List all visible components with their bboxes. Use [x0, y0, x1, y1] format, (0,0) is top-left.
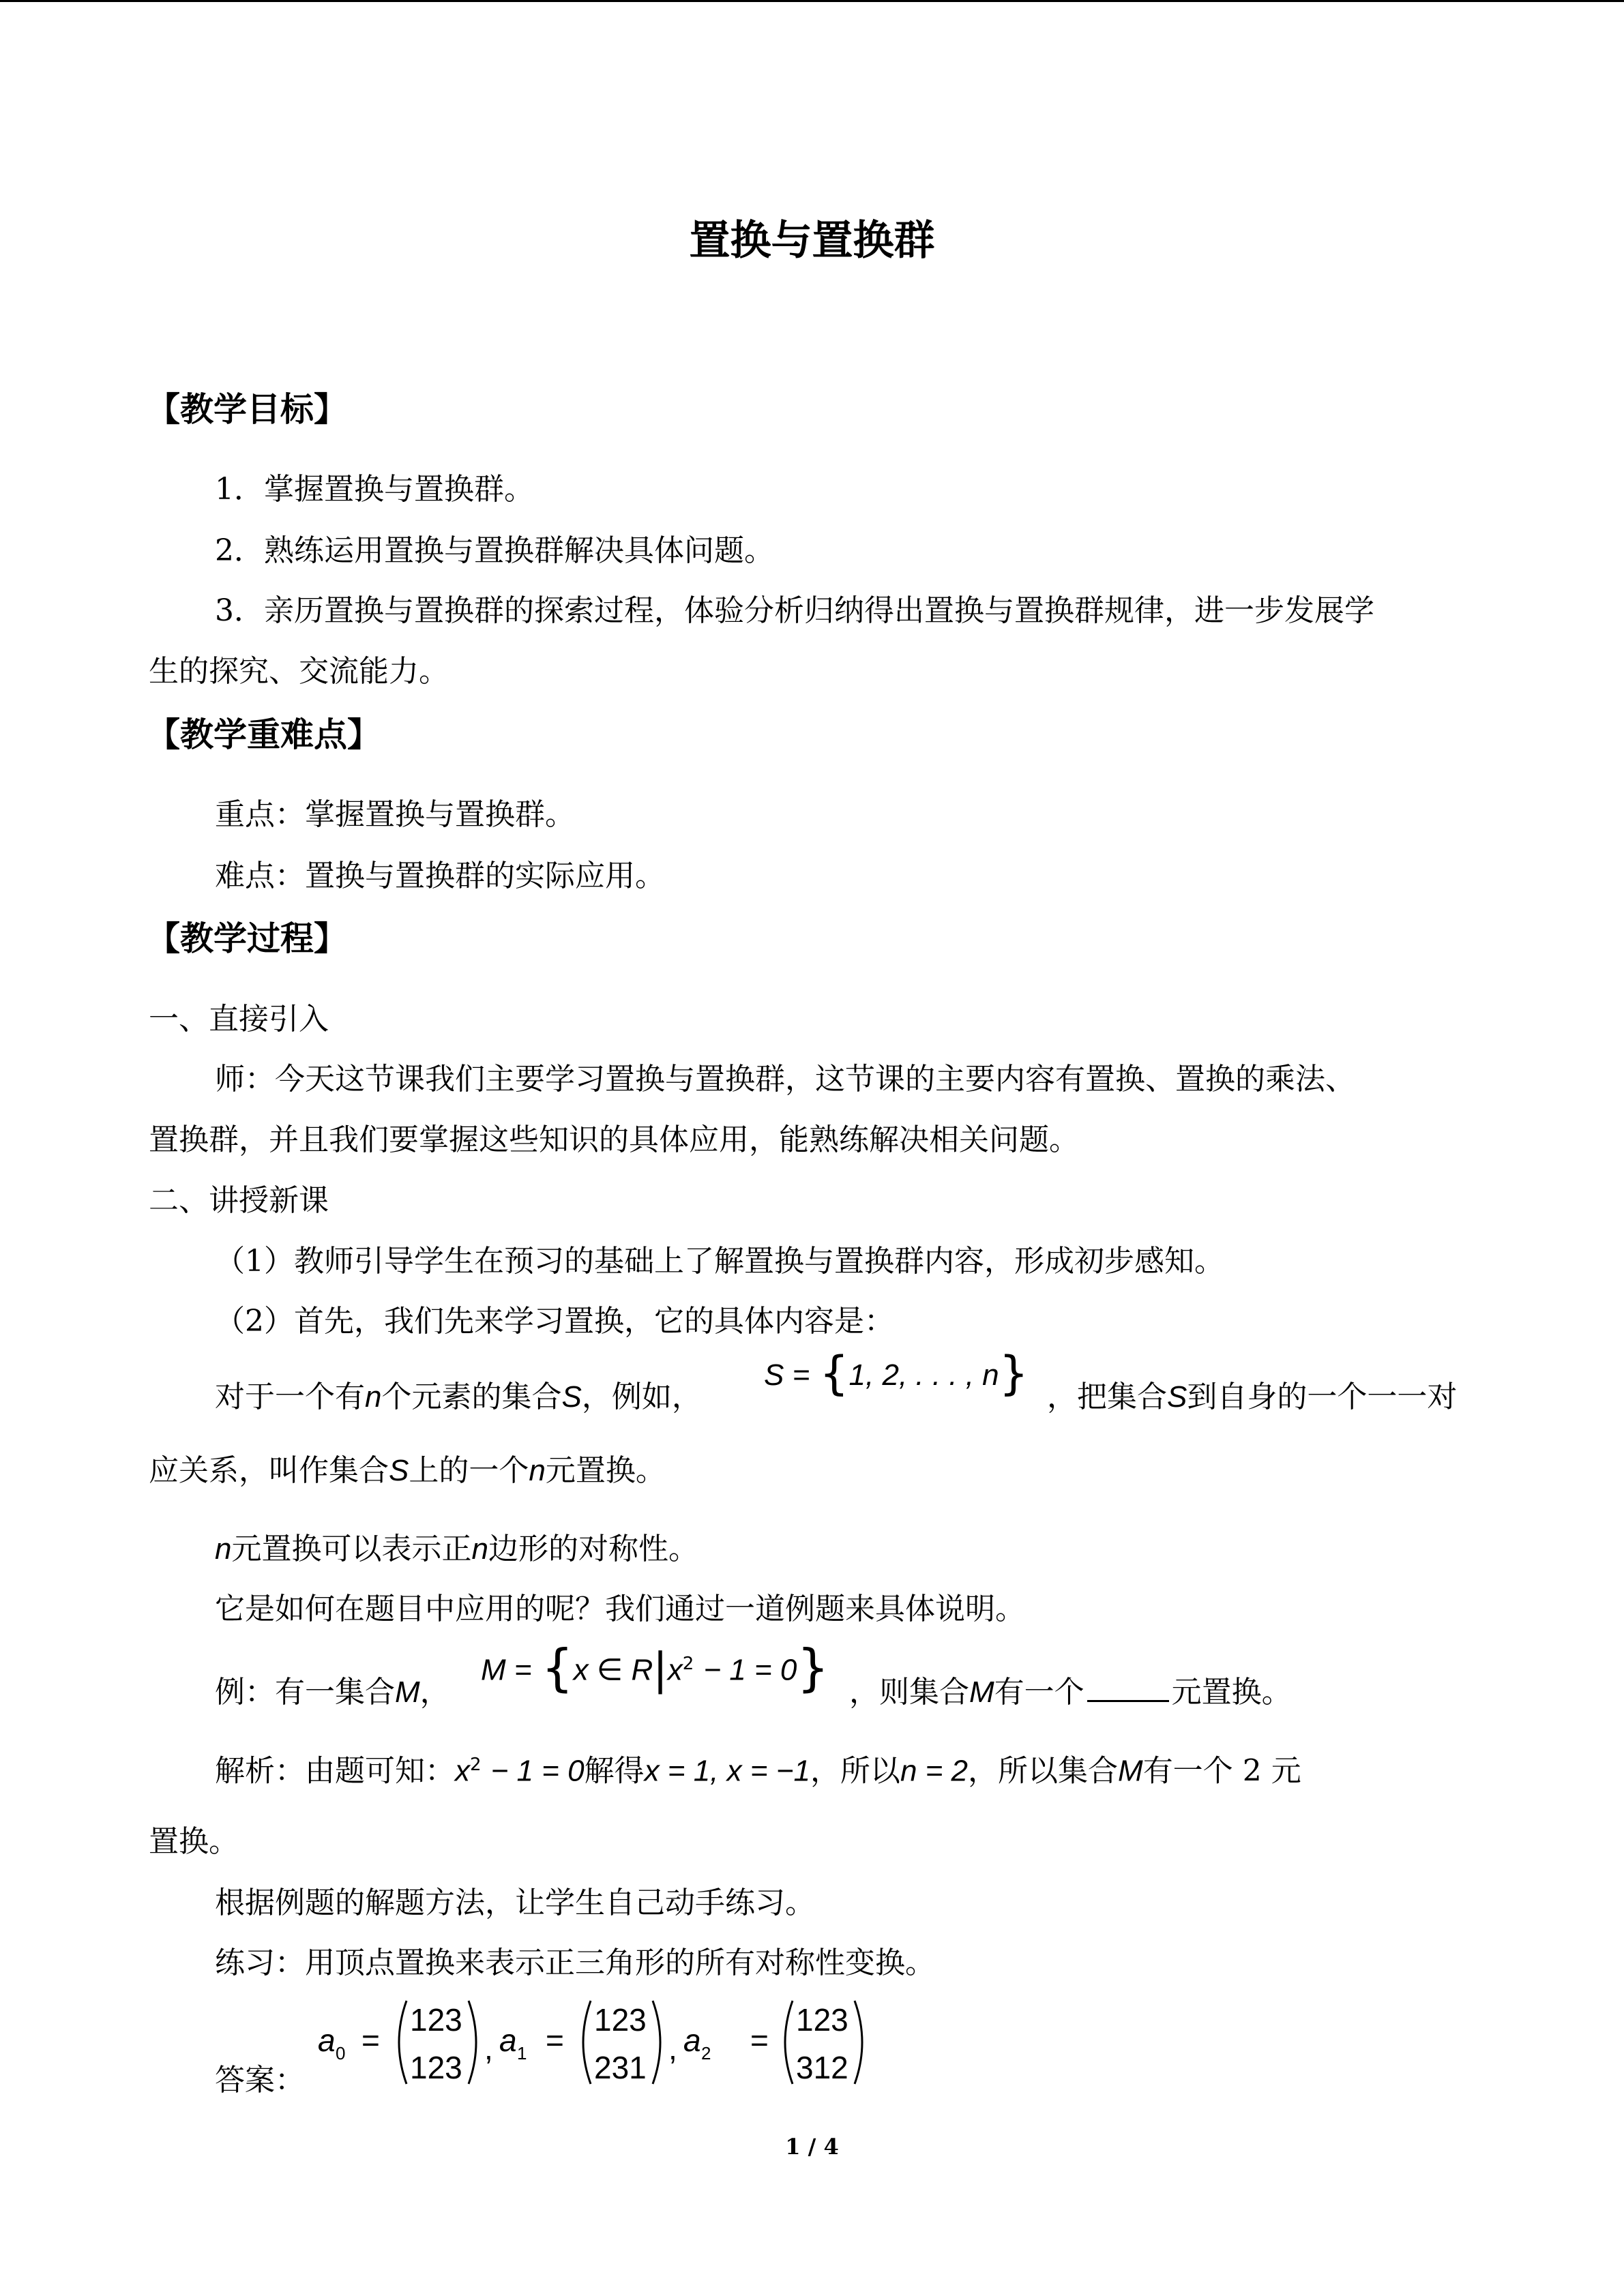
practice-line: 练习：用顶点置换来表示正三角形的所有对称性变换。 — [215, 1945, 935, 1980]
page-title: 置换与置换群 — [689, 217, 935, 265]
objective-item-3: 3．亲历置换与置换群的探索过程，体验分析归纳得出置换与置换群规律，进一步发展学 — [215, 593, 1374, 628]
answer-label: 答案： — [215, 2063, 305, 2098]
a0-subscript: 0 — [336, 2043, 346, 2063]
matrix0-left-paren — [399, 2001, 407, 2084]
objective-item-3-cont: 生的探究、交流能力。 — [149, 654, 449, 689]
definition-line-2: 应关系，叫作集合S上的一个n元置换。 — [149, 1453, 666, 1488]
section-heading-objectives: 【教学目标】 — [147, 389, 348, 429]
step-1: （1）教师引导学生在预习的基础上了解置换与置换群内容，形成初步感知。 — [215, 1244, 1224, 1279]
brace-open: { — [819, 1347, 849, 1401]
comma-1: , — [668, 2031, 677, 2066]
matrix1-bottom: 231 — [594, 2050, 647, 2085]
a0-label: a — [318, 2023, 336, 2058]
equals-0: = — [361, 2023, 380, 2058]
symmetry-line: n元置换可以表示正n边形的对称性。 — [215, 1532, 698, 1566]
practice-intro: 根据例题的解题方法，让学生自己动手练习。 — [215, 1885, 815, 1920]
part2-title: 二、讲授新课 — [149, 1183, 329, 1218]
a2-subscript: 2 — [701, 2043, 711, 2063]
example-line-end: ，则集合M有一个 元置换。 — [849, 1673, 1292, 1712]
page-number: 1 / 4 — [785, 2134, 839, 2160]
section-heading-process: 【教学过程】 — [147, 919, 348, 958]
matrix0-bottom: 123 — [410, 2050, 462, 2085]
a2-label: a — [683, 2023, 701, 2058]
a1-label: a — [499, 2023, 517, 2058]
comma-0: , — [484, 2031, 493, 2066]
objective-item-1: 1．掌握置换与置换群。 — [215, 472, 534, 507]
key-point: 重点：掌握置换与置换群。 — [215, 797, 575, 832]
matrix1-right-paren — [653, 2001, 660, 2084]
formula-set-M: M = {x ∈ $R|x^2 - 1 = 0$} — [481, 1639, 829, 1698]
part1-title: 一、直接引入 — [149, 1002, 329, 1037]
matrix0-top: 123 — [410, 2002, 462, 2038]
top-border — [0, 0, 1624, 2]
definition-line-1: 对于一个有n个元素的集合S，例如， — [215, 1380, 702, 1414]
solution-line-2: 置换。 — [149, 1824, 239, 1859]
matrix1-left-paren — [583, 2001, 591, 2084]
matrix1-top: 123 — [594, 2002, 647, 2038]
matrix2-left-paren — [785, 2001, 793, 2084]
answer-blank — [1087, 1673, 1169, 1702]
a1-subscript: 1 — [517, 2043, 527, 2063]
matrix2-bottom: 312 — [796, 2050, 848, 2085]
var-n: n — [365, 1380, 382, 1414]
difficulty-point: 难点：置换与置换群的实际应用。 — [215, 859, 665, 893]
objective-item-2: 2．熟练运用置换与置换群解决具体问题。 — [215, 533, 774, 568]
section-heading-key-points: 【教学重难点】 — [147, 715, 381, 754]
equals-1: = — [546, 2023, 564, 2058]
matrix0-right-paren — [469, 2001, 476, 2084]
var-S: S — [561, 1380, 582, 1414]
formula-set-S: S = {1, 2, . . . , n} — [764, 1347, 1029, 1401]
solution-line: 解析：由题可知：$x^2 - 1 = 0$解得x = 1, x = −1，所以n = 2，所以集合M有一个 2 元 — [215, 1753, 1301, 1789]
step-2: （2）首先，我们先来学习置换，它的具体内容是： — [215, 1304, 894, 1339]
definition-line-1-end: ，把集合S到自身的一个一一对 — [1047, 1380, 1458, 1414]
part1-line-2: 置换群，并且我们要掌握这些知识的具体应用，能熟练解决相关问题。 — [149, 1122, 1079, 1157]
brace-close: } — [999, 1347, 1029, 1401]
answer-matrices — [307, 1991, 921, 2093]
matrix2-right-paren — [855, 2001, 862, 2084]
how-line: 它是如何在题目中应用的呢？我们通过一道例题来具体说明。 — [215, 1592, 1025, 1626]
part1-line-1: 师：今天这节课我们主要学习置换与置换群，这节课的主要内容有置换、置换的乘法、 — [215, 1062, 1355, 1097]
example-line-start: 例：有一集合M， — [215, 1675, 450, 1710]
matrix2-top: 123 — [796, 2002, 848, 2038]
equals-2: = — [750, 2023, 769, 2058]
